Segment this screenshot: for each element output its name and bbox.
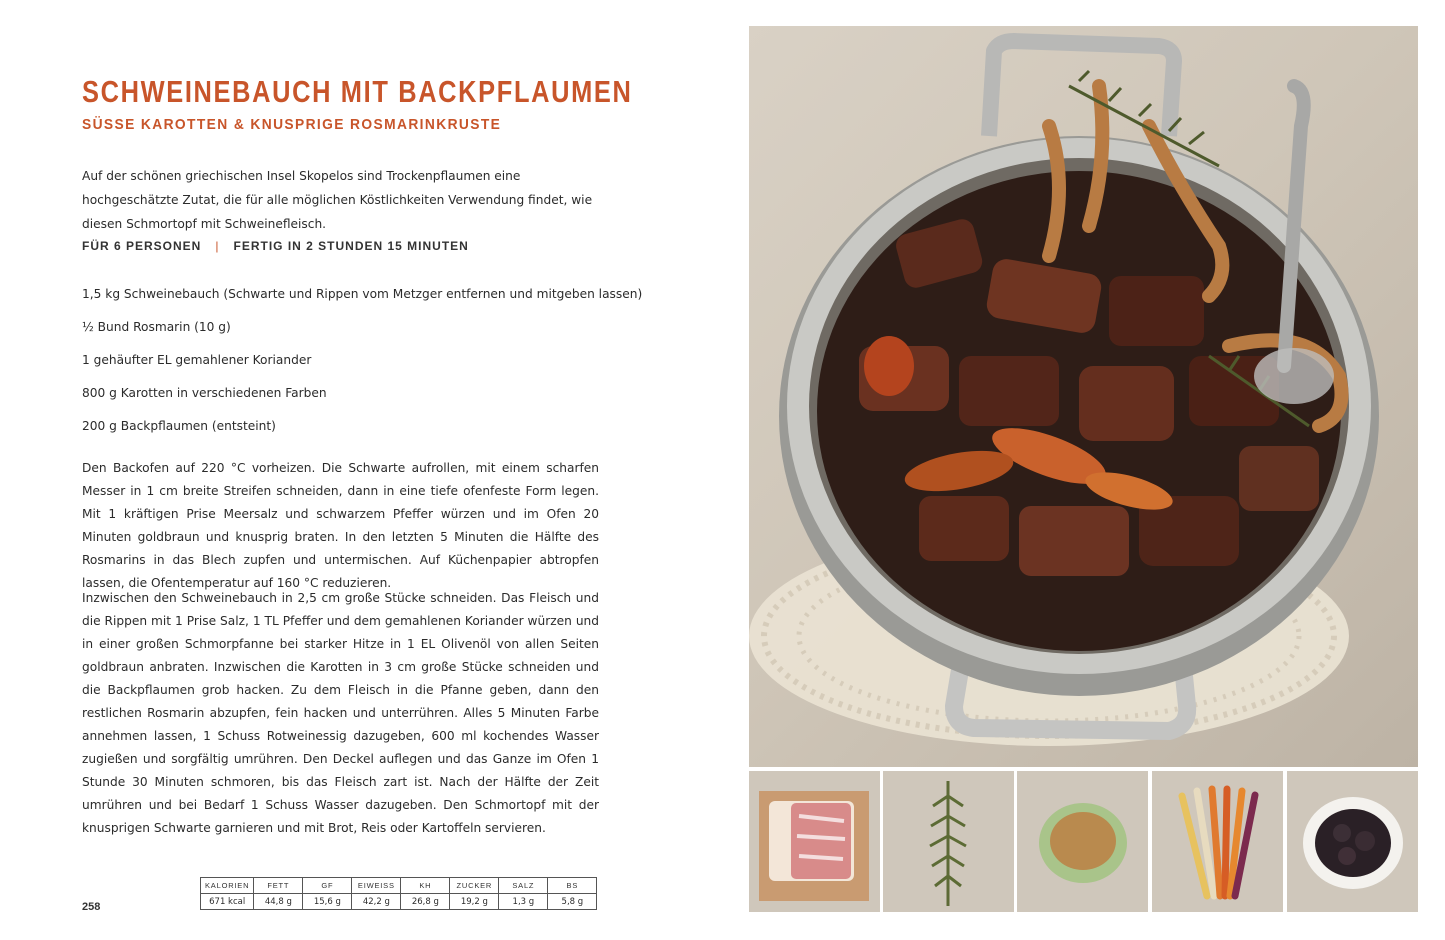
nutrition-value: 5,8 g [548, 894, 597, 910]
nutrition-header-row [201, 878, 597, 894]
nutrition-value: 1,3 g [499, 894, 548, 910]
nutrition-value: 671 kcal [201, 894, 254, 910]
nutrition-header: FETT [254, 878, 303, 894]
nutrition-header: EIWEISS [352, 878, 401, 894]
total-time: FERTIG IN 2 STUNDEN 15 MINUTEN [233, 239, 469, 253]
nutrition-value-row [201, 894, 597, 910]
pot-illustration [749, 26, 1418, 767]
nutrition-value: 42,2 g [352, 894, 401, 910]
method-step-2: Inzwischen den Schweinebauch in 2,5 cm große Stücke schneiden. Das Fleisch und die Rippen mit 1 Prise Salz, 1 TL Pfeffer und dem gemahlenen Koriander würzen und in einer großen Schmorpfanne bei starker Hitze in 1 EL Olivenöl von allen Seiten goldbraun anbraten. Inzwischen die Karotten in 3 cm große Stücke schneiden und die Backpflaumen grob hacken. Zu dem Fleisch in die Pfanne geben, dann den restlichen Rosmarin abzupfen, fein hacken und unterrühren. Alles 5 Minuten Farbe annehmen lassen, 1 Schuss Rotweinessig dazugeben, 600 ml kochendes Wasser zugießen und sorgfältig umrühren. Den Deckel auflegen und das Ganze im Ofen 1 Stunde 30 Minuten schmoren, bis das Fleisch zart ist. Nach der Hälfte der Zeit umrühren und bei Bedarf 1 Schuss Wasser dazugeben. Den Schmortopf mit der knusprigen Schwarte garnieren und mit Brot, Reis oder Kartoffeln servieren. [82, 591, 599, 835]
nutrition-value: 15,6 g [303, 894, 352, 910]
ingredient-item: 800 g Karotten in verschiedenen Farben [82, 386, 327, 400]
rosemary-thumbnail [883, 771, 1014, 912]
coriander-bowl-icon [1017, 771, 1148, 912]
ingredient-list [82, 282, 642, 447]
carrots-icon [1152, 771, 1283, 912]
ingredient-item: 1,5 kg Schweinebauch (Schwarte und Rippen vom Metzger entfernen und mitgeben lassen) [82, 287, 643, 301]
recipe-intro: Auf der schönen griechischen Insel Skopelos sind Trockenpflaumen eine hochgeschätzte Zutat, die für alle möglichen Köstlichkeiten Verwendung findet, wie diesen Schmortopf mit Schweinefleisch. [82, 169, 593, 231]
prunes-thumbnail [1287, 771, 1418, 912]
nutrition-header: ZUCKER [450, 878, 499, 894]
ingredient-item: 1 gehäufter EL gemahlener Koriander [82, 353, 312, 367]
nutrition-header: BS [548, 878, 597, 894]
ingredient-item: 200 g Backpflaumen (entsteint) [82, 419, 276, 433]
recipe-title: SCHWEINEBAUCH MIT BACKPFLAUMEN [82, 74, 633, 109]
nutrition-header: GF [303, 878, 352, 894]
method-step-1: Den Backofen auf 220 °C vorheizen. Die Schwarte aufrollen, mit einem scharfen Messer in 1 cm breite Streifen schneiden, dann in eine tiefe ofenfeste Form legen. Mit 1 kräftigen Prise Meersalz und schwarzem Pfeffer würzen und im Ofen 20 Minuten goldbraun und knusprig braten. In den letzten 5 Minuten die Hälfte des Rosmarins in das Blech zupfen und untermischen. Auf Küchenpapier abtropfen lassen, die Ofentemperatur auf 160 °C reduzieren. [82, 461, 599, 590]
nutrition-value: 19,2 g [450, 894, 499, 910]
pork-belly-icon [749, 771, 880, 912]
prunes-bowl-icon [1287, 771, 1418, 912]
rosemary-icon [883, 771, 1014, 912]
page-number: 258 [82, 901, 101, 913]
dish-photo [749, 26, 1418, 767]
carrots-thumbnail [1152, 771, 1283, 912]
nutrition-header: KH [401, 878, 450, 894]
recipe-meta [82, 239, 469, 253]
recipe-subtitle: SÜSSE KAROTTEN & KNUSPRIGE ROSMARINKRUSTE [82, 116, 502, 133]
servings: FÜR 6 PERSONEN [82, 239, 202, 253]
nutrition-value: 44,8 g [254, 894, 303, 910]
nutrition-header: SALZ [499, 878, 548, 894]
pork-belly-thumbnail [749, 771, 880, 912]
coriander-thumbnail [1017, 771, 1148, 912]
ingredient-thumbnails [749, 771, 1418, 912]
meta-separator: | [215, 239, 220, 253]
nutrition-table [200, 877, 597, 910]
ingredient-item: ½ Bund Rosmarin (10 g) [82, 320, 231, 334]
nutrition-header: KALORIEN [201, 878, 254, 894]
nutrition-value: 26,8 g [401, 894, 450, 910]
